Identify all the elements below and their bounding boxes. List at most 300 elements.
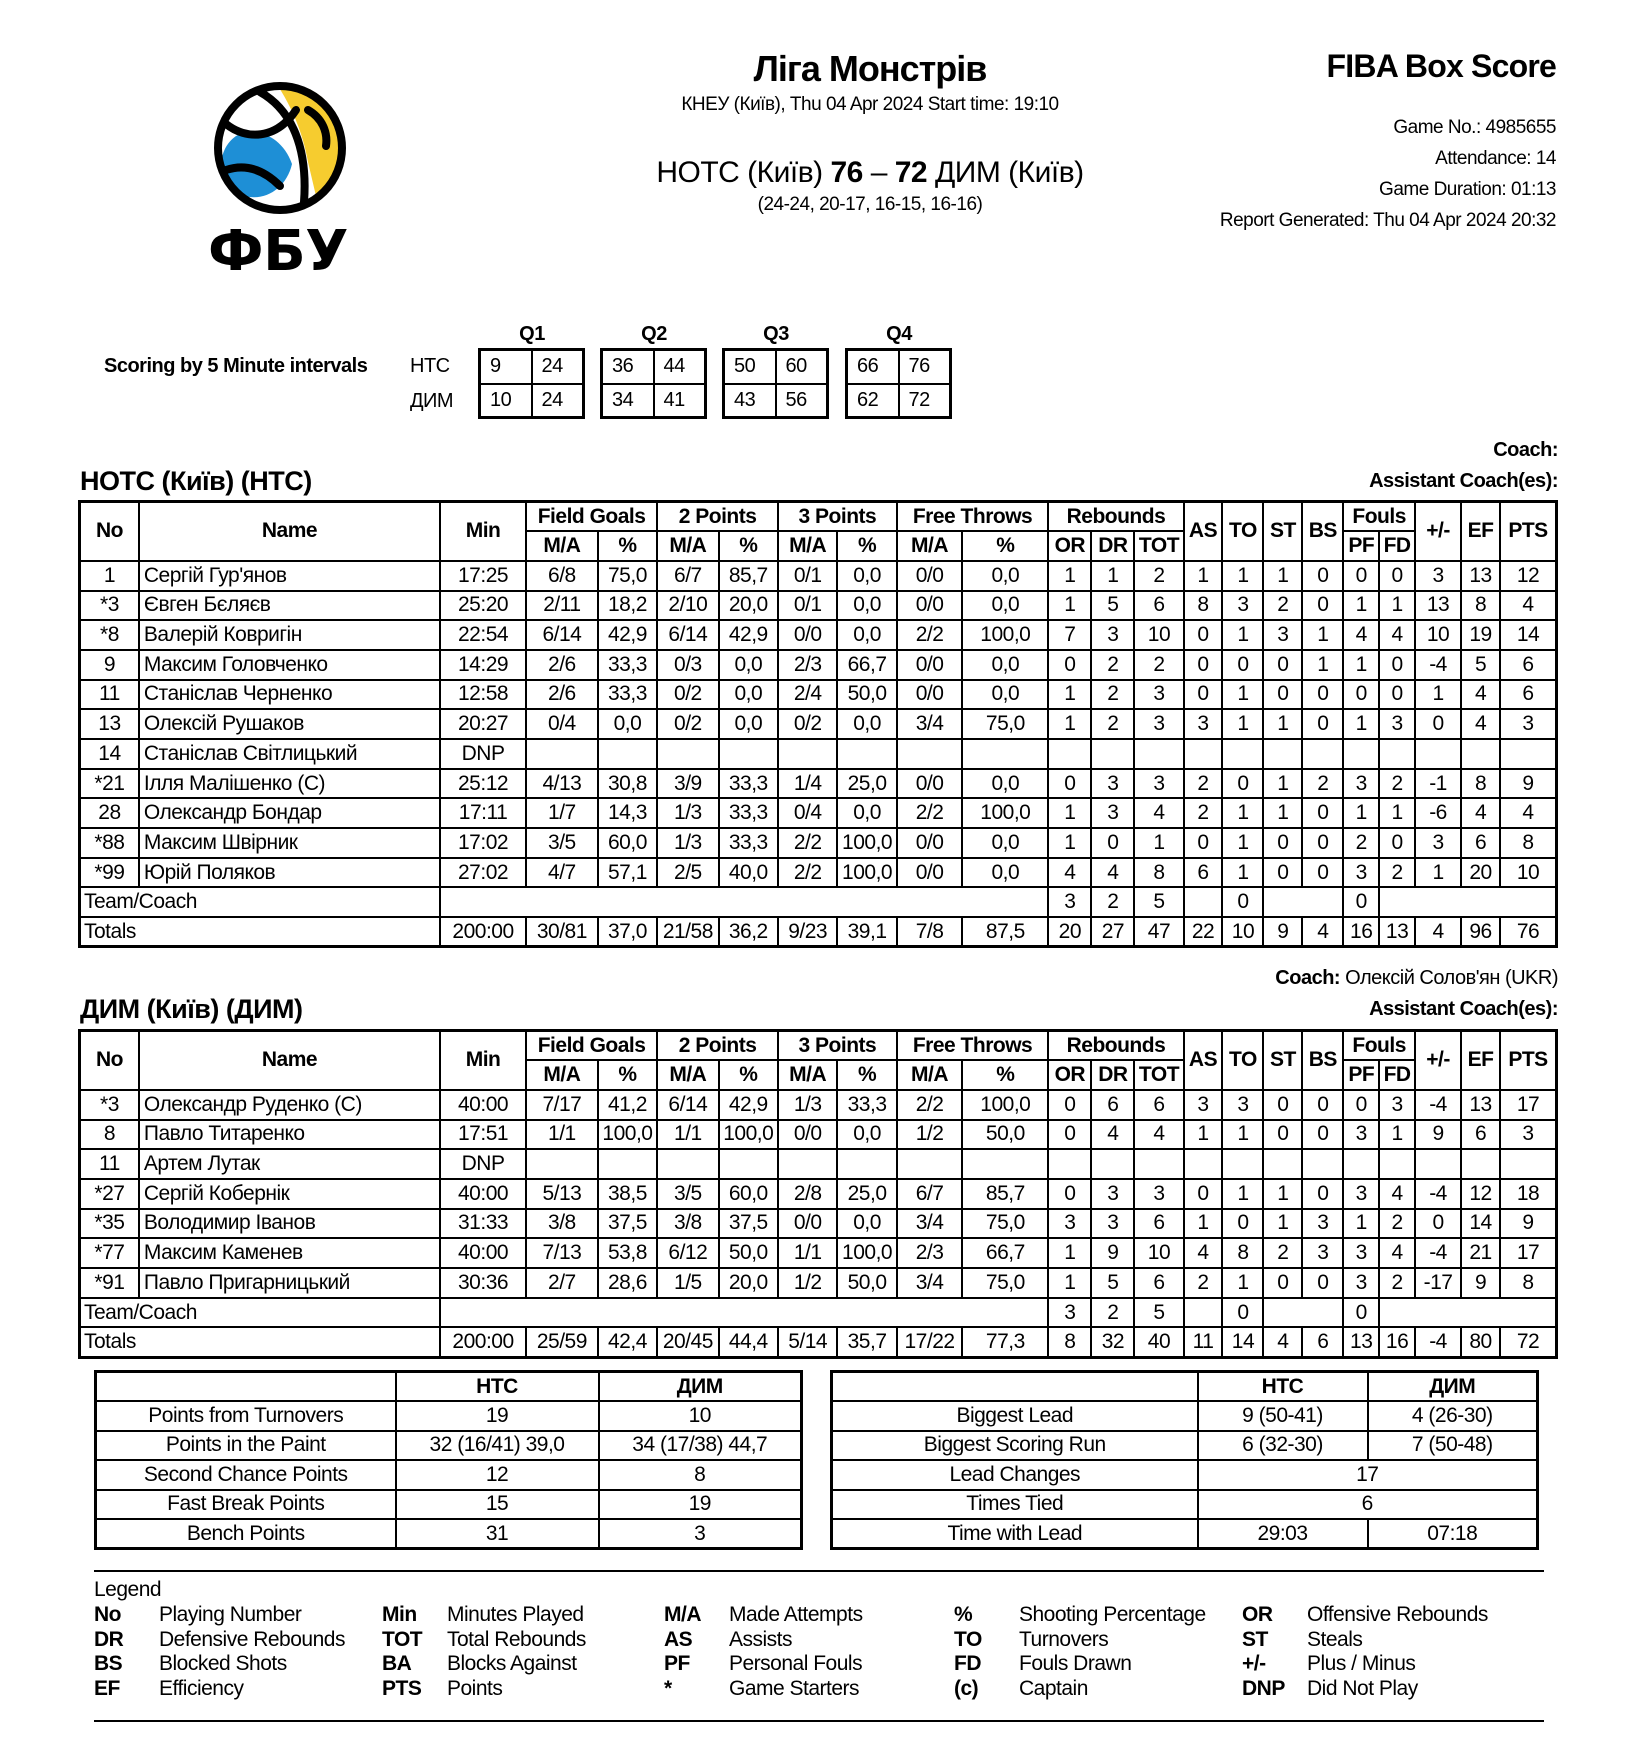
legend-desc: Minutes Played: [447, 1603, 584, 1626]
stat-cell: 50,0: [837, 1268, 896, 1298]
stat-cell: 2/2: [778, 858, 837, 888]
stat-cell: 3/4: [897, 709, 963, 739]
stat-cell: 3: [1343, 1179, 1379, 1209]
stat-cell: 1: [1222, 709, 1263, 739]
stat-cell: [1263, 1149, 1302, 1179]
stat-cell: 1: [1222, 680, 1263, 710]
stat-cell: 0: [1379, 650, 1415, 680]
col-min: Min: [440, 502, 526, 561]
legend-desc: Defensive Rebounds: [159, 1627, 345, 1651]
player-name: Сергій Кобернік: [139, 1179, 440, 1209]
player-row: [80, 620, 1557, 650]
stat-cell: *91: [80, 1268, 139, 1298]
stat-cell: 4: [1379, 1238, 1415, 1268]
legend-abbr: M/A: [664, 1603, 701, 1626]
legend-desc: Efficiency: [159, 1676, 244, 1700]
stat-cell: *35: [80, 1209, 139, 1239]
stat-cell: 0,0: [719, 709, 778, 739]
stat-cell: 6: [1134, 1268, 1183, 1298]
legend-desc: Steals: [1307, 1627, 1363, 1651]
header-row-2: M/A % M/A % M/A % M/A % OR DR TOT PF FD: [80, 531, 1557, 561]
home-team-name: НОТС (Київ): [656, 156, 823, 189]
stat-cell: [1134, 1149, 1183, 1179]
stat-cell: 0: [1263, 1120, 1302, 1150]
totals-label: Totals: [80, 1327, 441, 1357]
stat-cell: 2/2: [897, 1090, 963, 1120]
stat-cell: 0/3: [657, 650, 718, 680]
stat-cell: 3: [1263, 620, 1302, 650]
fast-break-row: Fast Break Points 15 19: [96, 1490, 802, 1520]
legend-desc: Turnovers: [1019, 1627, 1109, 1651]
attendance: Attendance: 14: [1435, 148, 1556, 169]
col-3-points: 3 Points: [778, 1031, 897, 1061]
player-name: Олександр Руденко (C): [139, 1090, 440, 1120]
stat-cell: 6/7: [897, 1179, 963, 1209]
stat-cell: 1: [1184, 561, 1223, 591]
header-row-1: [80, 1031, 1557, 1061]
stat-cell: 1: [80, 561, 139, 591]
stat-cell: 1: [1379, 591, 1415, 621]
stat-cell: 0: [1048, 1179, 1091, 1209]
player-name: Павло Титаренко: [139, 1120, 440, 1150]
col-name: Name: [139, 502, 440, 561]
away-coach: Coach: Олексій Солов'ян (UKR): [1275, 967, 1558, 989]
stat-cell: 4: [1461, 709, 1500, 739]
lead-changes-row: Lead Changes 17: [832, 1460, 1538, 1490]
stat-cell: 30:36: [440, 1268, 526, 1298]
stat-cell: 50,0: [962, 1120, 1048, 1150]
stat-cell: *8: [80, 620, 139, 650]
col-as: AS: [1184, 502, 1223, 561]
player-row: [80, 1149, 1557, 1179]
home-coach: Coach:: [1493, 439, 1558, 461]
legend-abbr: BS: [94, 1652, 123, 1675]
stat-cell: 1/7: [526, 798, 598, 828]
stat-cell: 8: [1134, 858, 1183, 888]
stat-cell: 0/0: [897, 680, 963, 710]
stat-cell: 3: [1222, 1090, 1263, 1120]
stat-cell: 2: [1091, 709, 1134, 739]
stat-cell: 2/10: [657, 591, 718, 621]
home-assistant-coach: Assistant Coach(es):: [1369, 470, 1558, 492]
stat-cell: 1: [1048, 709, 1091, 739]
stat-cell: 0: [1184, 650, 1223, 680]
stat-cell: 20,0: [719, 591, 778, 621]
stat-cell: 33,3: [598, 680, 657, 710]
away-assistant-coach: Assistant Coach(es):: [1369, 998, 1558, 1020]
stat-cell: 1/2: [897, 1120, 963, 1150]
player-name: Олександр Бондар: [139, 798, 440, 828]
interval-q3-box: 50 60 43 56: [722, 348, 829, 419]
stat-cell: [1222, 1149, 1263, 1179]
stat-cell: 0: [1343, 1090, 1379, 1120]
stat-cell: 12:58: [440, 680, 526, 710]
col-name: Name: [139, 1031, 440, 1090]
stat-cell: 12: [1461, 1179, 1500, 1209]
col-min: Min: [440, 1031, 526, 1090]
stat-cell: 3: [1343, 1238, 1379, 1268]
stat-cell: 2: [1263, 1238, 1302, 1268]
stat-cell: 42,9: [598, 620, 657, 650]
header-row-2: M/A % M/A % M/A % M/A % OR DR TOT PF FD: [80, 1060, 1557, 1090]
stat-cell: *99: [80, 858, 139, 888]
stat-cell: DNP: [440, 1149, 526, 1179]
team-coach-label: Team/Coach: [80, 1298, 441, 1328]
stat-cell: 75,0: [962, 709, 1048, 739]
stat-cell: 0: [1048, 1090, 1091, 1120]
legend-desc: Fouls Drawn: [1019, 1652, 1132, 1675]
stat-cell: [526, 739, 598, 769]
stat-cell: 7/13: [526, 1238, 598, 1268]
stat-cell: 12: [1500, 561, 1557, 591]
stat-cell: 2/2: [897, 798, 963, 828]
stat-cell: 75,0: [962, 1268, 1048, 1298]
stat-cell: 0,0: [962, 650, 1048, 680]
stat-cell: 2/11: [526, 591, 598, 621]
stat-cell: 1: [1048, 591, 1091, 621]
player-row: [80, 769, 1557, 799]
stat-cell: 5: [1091, 1268, 1134, 1298]
player-row: [80, 680, 1557, 710]
stat-cell: 3: [1134, 769, 1183, 799]
stat-cell: [837, 739, 896, 769]
stat-cell: [657, 1149, 718, 1179]
team-stats-left: НТС ДИМ Points from Turnovers 19 10 Points in the Paint 32 (16/41) 39,0 34 (17/38) 44,7 Second Chance Points 12 8 Fast Break Points 15 19 Bench Points 31 3: [94, 1370, 803, 1550]
stat-cell: 0,0: [719, 680, 778, 710]
legend-abbr: +/-: [1242, 1652, 1266, 1675]
time-with-lead-row: Time with Lead 29:03 07:18: [832, 1519, 1538, 1549]
stat-cell: 6/12: [657, 1238, 718, 1268]
stat-cell: 1/4: [778, 769, 837, 799]
points-from-turnovers-row: Points from Turnovers 19 10: [96, 1401, 802, 1431]
col-plus-minus: +/-: [1415, 502, 1461, 561]
stat-cell: 57,1: [598, 858, 657, 888]
player-row: [80, 828, 1557, 858]
home-box-score: [78, 500, 1558, 948]
stat-cell: 1: [1222, 798, 1263, 828]
stat-cell: 1: [1048, 798, 1091, 828]
player-name: Валерій Ковригін: [139, 620, 440, 650]
stat-cell: 6/8: [526, 561, 598, 591]
stat-cell: 0/0: [778, 620, 837, 650]
stat-cell: 3: [1184, 1090, 1223, 1120]
stat-cell: 1: [1184, 1209, 1223, 1239]
legend-desc: Offensive Rebounds: [1307, 1603, 1488, 1626]
totals-row: Totals 200:00 30/81 37,0 21/58 36,2 9/23 39,1 7/8 87,5 20 27 47 22 10 9 4 16 13 4 96 76: [80, 917, 1557, 947]
stat-cell: 0: [1302, 858, 1343, 888]
stat-cell: 17: [1500, 1090, 1557, 1120]
col-free-throws: Free Throws: [897, 502, 1049, 532]
stat-cell: 0: [1302, 1120, 1343, 1150]
stat-cell: 17:51: [440, 1120, 526, 1150]
col-pts: PTS: [1500, 1031, 1557, 1090]
legend-desc: Game Starters: [729, 1676, 860, 1700]
stat-cell: 0,0: [837, 1120, 896, 1150]
stat-cell: 0: [1343, 561, 1379, 591]
stat-cell: 3/5: [526, 828, 598, 858]
stat-cell: 1: [1343, 798, 1379, 828]
stat-cell: 30,8: [598, 769, 657, 799]
stat-cell: 0: [1302, 709, 1343, 739]
legend-bottom-rule: [94, 1720, 1544, 1722]
stat-cell: 1/1: [526, 1120, 598, 1150]
player-name: Олексій Рушаков: [139, 709, 440, 739]
stat-cell: 6/14: [526, 620, 598, 650]
stat-cell: [526, 1149, 598, 1179]
stat-cell: 25:12: [440, 769, 526, 799]
away-box-score: [78, 1029, 1558, 1359]
stat-cell: [897, 1149, 963, 1179]
stat-cell: 13: [1415, 591, 1461, 621]
stat-cell: 4: [1500, 798, 1557, 828]
player-row: [80, 1238, 1557, 1268]
legend-abbr: (c): [954, 1676, 979, 1700]
legend-desc: Blocks Against: [447, 1652, 577, 1675]
stat-cell: 0,0: [837, 798, 896, 828]
stat-cell: [1379, 1149, 1415, 1179]
stat-cell: 0,0: [837, 709, 896, 739]
stat-cell: 0/0: [897, 650, 963, 680]
stat-cell: 5/13: [526, 1179, 598, 1209]
stat-cell: 2/4: [778, 680, 837, 710]
stat-cell: 0: [1302, 1090, 1343, 1120]
col-bs: BS: [1302, 502, 1343, 561]
player-name: Ілля Малішенко (C): [139, 769, 440, 799]
stat-cell: 4: [1091, 1120, 1134, 1150]
stat-cell: 2: [1343, 828, 1379, 858]
stat-cell: [778, 1149, 837, 1179]
home-score: 76: [830, 156, 863, 189]
stat-cell: 3: [1091, 1209, 1134, 1239]
stat-cell: 3: [1184, 709, 1223, 739]
player-row: [80, 739, 1557, 769]
stat-cell: 0,0: [598, 709, 657, 739]
stat-cell: 6: [1134, 591, 1183, 621]
team-coach-row: Team/Coach 3 2 5 0 0: [80, 887, 1557, 917]
stat-cell: 4: [1461, 798, 1500, 828]
interval-q4-header: Q4: [886, 323, 912, 345]
col-free-throws: Free Throws: [897, 1031, 1049, 1061]
stat-cell: 0: [1184, 828, 1223, 858]
stat-cell: 0: [1048, 650, 1091, 680]
stat-cell: 3: [1379, 709, 1415, 739]
player-row: [80, 1268, 1557, 1298]
legend-row: [94, 1628, 1544, 1652]
stat-cell: 0: [1302, 828, 1343, 858]
legend-desc: Playing Number: [159, 1603, 302, 1626]
stat-cell: 0,0: [719, 650, 778, 680]
stat-cell: 4: [1379, 1179, 1415, 1209]
stat-cell: 0,0: [962, 828, 1048, 858]
player-row: [80, 591, 1557, 621]
col-to: TO: [1222, 1031, 1263, 1090]
stat-cell: 0: [1302, 1179, 1343, 1209]
stat-cell: 8: [1461, 591, 1500, 621]
stat-cell: 66,7: [837, 650, 896, 680]
stat-cell: 0: [1263, 650, 1302, 680]
stat-cell: 3: [1222, 591, 1263, 621]
col-field-goals: Field Goals: [526, 1031, 657, 1061]
stat-cell: 0: [1222, 769, 1263, 799]
stat-cell: 0: [1415, 709, 1461, 739]
stat-cell: 2/8: [778, 1179, 837, 1209]
stat-cell: 3: [1500, 1120, 1557, 1150]
stat-cell: 25,0: [837, 1179, 896, 1209]
stat-cell: 100,0: [962, 798, 1048, 828]
stat-cell: 11: [80, 680, 139, 710]
player-name: Станіслав Черненко: [139, 680, 440, 710]
stat-cell: 100,0: [837, 1238, 896, 1268]
stat-cell: 0/1: [778, 561, 837, 591]
stat-cell: 20,0: [719, 1268, 778, 1298]
stat-cell: 4: [1184, 1238, 1223, 1268]
player-name: Павло Пригарницький: [139, 1268, 440, 1298]
player-row: [80, 1179, 1557, 1209]
stat-cell: -1: [1415, 769, 1461, 799]
stat-cell: [1302, 739, 1343, 769]
stat-cell: 8: [1500, 1268, 1557, 1298]
stat-cell: 1: [1343, 591, 1379, 621]
intervals-home-abbr: НТС: [410, 355, 450, 377]
stat-cell: 1: [1415, 858, 1461, 888]
legend-abbr: FD: [954, 1652, 981, 1675]
legend-desc: Assists: [729, 1627, 793, 1651]
stat-cell: 3: [1091, 769, 1134, 799]
stat-cell: 3: [1343, 769, 1379, 799]
stat-cell: [1184, 1149, 1223, 1179]
stat-cell: 4: [1500, 591, 1557, 621]
legend-abbr: AS: [664, 1627, 693, 1651]
stat-cell: 3: [1415, 561, 1461, 591]
stat-cell: 3: [1134, 1179, 1183, 1209]
legend-desc: Blocked Shots: [159, 1652, 287, 1675]
col-bs: BS: [1302, 1031, 1343, 1090]
player-row: [80, 561, 1557, 591]
player-name: Максим Каменев: [139, 1238, 440, 1268]
legend-desc: Total Rebounds: [447, 1627, 586, 1651]
stat-cell: 1: [1222, 1268, 1263, 1298]
legend-row: [94, 1603, 1544, 1627]
stat-cell: 17:11: [440, 798, 526, 828]
stat-cell: *3: [80, 591, 139, 621]
stat-cell: [1263, 739, 1302, 769]
legend-desc: Points: [447, 1676, 503, 1700]
interval-q2-box: 36 44 34 41: [600, 348, 707, 419]
stat-cell: 9: [80, 650, 139, 680]
stat-cell: 0/0: [778, 1209, 837, 1239]
stat-cell: 3: [1134, 680, 1183, 710]
stat-cell: 0/1: [778, 591, 837, 621]
points-in-paint-row: Points in the Paint 32 (16/41) 39,0 34 (17/38) 44,7: [96, 1431, 802, 1461]
stat-cell: 0/2: [778, 709, 837, 739]
interval-q3-header: Q3: [763, 323, 789, 345]
stat-cell: 4: [1343, 620, 1379, 650]
team-coach-label: Team/Coach: [80, 887, 441, 917]
legend-abbr: %: [954, 1603, 973, 1626]
stat-cell: 0/2: [657, 709, 718, 739]
legend-desc: Made Attempts: [729, 1603, 863, 1626]
legend-desc: Captain: [1019, 1676, 1088, 1700]
col-fouls: Fouls: [1343, 502, 1415, 532]
stat-cell: 6/14: [657, 620, 718, 650]
stat-cell: -17: [1415, 1268, 1461, 1298]
stat-cell: 8: [1500, 828, 1557, 858]
stat-cell: 0/0: [897, 769, 963, 799]
stat-cell: 6: [1500, 680, 1557, 710]
stat-cell: -6: [1415, 798, 1461, 828]
legend-abbr: PF: [664, 1652, 690, 1675]
second-chance-row: Second Chance Points 12 8: [96, 1460, 802, 1490]
stat-cell: [598, 739, 657, 769]
stat-cell: 0/0: [897, 828, 963, 858]
stat-cell: 1: [1263, 1179, 1302, 1209]
stat-cell: 6: [1134, 1209, 1183, 1239]
col-3-points: 3 Points: [778, 502, 897, 532]
stat-cell: 13: [1461, 1090, 1500, 1120]
stat-cell: 1/3: [657, 798, 718, 828]
stat-cell: 40:00: [440, 1179, 526, 1209]
stat-cell: 33,3: [719, 798, 778, 828]
stat-cell: 1: [1379, 798, 1415, 828]
stat-cell: 2/7: [526, 1268, 598, 1298]
stat-cell: 20: [1461, 858, 1500, 888]
stat-cell: 33,3: [837, 1090, 896, 1120]
stat-cell: 14,3: [598, 798, 657, 828]
stat-cell: 0/0: [778, 1120, 837, 1150]
stat-cell: 2: [1379, 769, 1415, 799]
stat-cell: 6/14: [657, 1090, 718, 1120]
stat-cell: 1: [1184, 1120, 1223, 1150]
stat-cell: [1184, 739, 1223, 769]
stat-cell: 53,8: [598, 1238, 657, 1268]
quarter-scores: (24-24, 20-17, 16-15, 16-16): [757, 194, 983, 215]
stat-cell: 0/0: [897, 561, 963, 591]
stat-cell: 4: [1379, 620, 1415, 650]
stat-cell: 0,0: [962, 858, 1048, 888]
stat-cell: 3: [1500, 709, 1557, 739]
stat-cell: 37,5: [598, 1209, 657, 1239]
stat-cell: 6: [1091, 1090, 1134, 1120]
stat-cell: 3: [1343, 1268, 1379, 1298]
stat-cell: [1461, 739, 1500, 769]
stat-cell: 9: [1461, 1268, 1500, 1298]
stat-cell: 0: [1379, 561, 1415, 591]
stat-cell: 40,0: [719, 858, 778, 888]
team-stats-right: НТС ДИМ Biggest Lead 9 (50-41) 4 (26-30) Biggest Scoring Run 6 (32-30) 7 (50-48) Lead Changes 17 Times Tied 6 Time with Lead 29:03 07:18: [830, 1370, 1539, 1550]
stat-cell: 1/1: [778, 1238, 837, 1268]
player-name: Сергій Гур'янов: [139, 561, 440, 591]
legend-desc: Personal Fouls: [729, 1652, 863, 1675]
stat-cell: 100,0: [837, 858, 896, 888]
stat-cell: 0: [1184, 680, 1223, 710]
stat-cell: 13: [1461, 561, 1500, 591]
stat-cell: [1461, 1149, 1500, 1179]
stat-cell: [1302, 1149, 1343, 1179]
stat-cell: 3/9: [657, 769, 718, 799]
stat-cell: 3: [1091, 1179, 1134, 1209]
stat-cell: 22:54: [440, 620, 526, 650]
game-number: Game No.: 4985655: [1393, 117, 1556, 138]
stat-cell: 6/7: [657, 561, 718, 591]
stat-cell: [837, 1149, 896, 1179]
stat-cell: 3: [1302, 1209, 1343, 1239]
stat-cell: 41,2: [598, 1090, 657, 1120]
report-generated: Report Generated: Thu 04 Apr 2024 20:32: [1219, 210, 1556, 231]
legend-abbr: *: [664, 1676, 672, 1700]
col-rebounds: Rebounds: [1048, 502, 1183, 532]
stat-cell: 4/7: [526, 858, 598, 888]
col-2-points: 2 Points: [657, 502, 778, 532]
